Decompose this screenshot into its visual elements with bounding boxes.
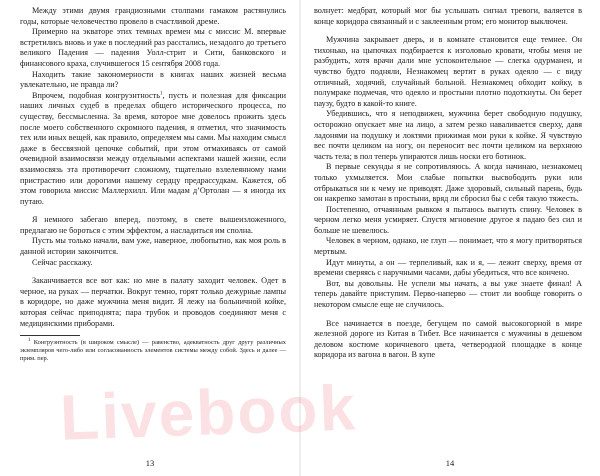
footnote-marker: 1 [160,91,163,97]
section-gap [20,268,286,276]
paragraph: Примерно на экваторе этих темных времен мы с миссис М. впервые встретились вновь и уже в последний раз расстались, незадолго до третьего великого Падения — падения Уолл-стрит и Сити, банковского и финансового краха, случившегося 15 сентября 2008 года. [20,27,286,68]
paragraph: Мужчина закрывает дверь, и в комнате становится еще темнее. Он тихонько, на цыпочках подбирается к изголовью кровати, чтобы меня не разбудить, хотя врачи дали мне успокоительное — слегка одурманен, и чувство будто подняли, Незнакомец вертит в руках одеяло — с виду отличный, ходячий, случайный больной. Незнакомец обходит койку, в полумраке подмечая, что одеяло и простыни плотно подоткнуты. Он берет паузу, будто в какой-то книге. [314,35,582,108]
paragraph: Человек в черном, однако, не глуп — понимает, что я могу притворяться мертвым. [314,236,582,257]
paragraph: волнует: медбрат, который мог бы услышать сигнал тревоги, валяется в конце коридора связанный и с заклеенным ртом; его монитор выключен. [314,6,582,26]
section-gap [20,207,286,215]
paragraph: Все начинается в поезде, бегущем по самой высокогорной в мире железной дороге из Китая в Тибет. Все начинается с мужчины в дешевом деловом костюме коричневого цвета, четверодной площадке в конце коридора из вагона в вагон. В купе [314,318,582,360]
paragraph-text: , пусть и полезная для фиксации наших личных судеб в пределах общего исторического процесса, по существу, бессмысленна. За время, которое мне довелось прожить здесь после моего собственного скромного падения, я отметил, что значимость тех или иных вещей, как правило, определяем мы сами. Мы находим смысл даже в бессвязной цепочке событий, при этом отмахиваясь от самой очевидной взаимосвязи между отдельными аспектами нашей жизни, если взаимосвязь эта противоречит сложному, тщательно взлелеянному нами пристрастию или дорогими нашему сердцу предрассудкам. Кажется, об этом говорила миссис Маллерхилл. Или мадам д’Ортолан — я иногда их путаю. [20,90,286,206]
paragraph: Постепенно, отчаянным рывком я пытаюсь выгнуть спину. Человек в черном легко меня усмиряет. Спустя мгновение другое я падаю без сил и больше не шевелюсь. [314,204,582,235]
paragraph: Убедившись, что я неподвижен, мужчина берет свободную подушку, осторожно опускает мне на лицо, а затем резко наваливается сверху, давя ладонями на подушку и локтями прижимая мои руки к койке. Я чувствую вес почти целиком на ногу, он переносит вес почти целиком на верхнюю часть тела; в пол теперь упираются лишь носки его ботинок. [314,109,582,161]
paragraph: Заканчивается все вот как: но мне в палату заходит человек. Одет в черное, на руках — перчатки. Вокруг темно, горят только дежурные лампы в коридоре, но даже мужчина меня видит. Я лежу на больничной койке, которая сейчас приподнята; пара трубок и проводов соединяют меня с медицинскими приборами. [20,276,286,328]
paragraph: В первые секунды я не сопротивляюсь. А когда начинаю, незнакомец только ухмыляется. Мои слабые попытки высвободить руки или отбрыкаться ни к чему не приводят. Даже здоровый, сильный парень, будь он накрепко замотан в простыни, вряд ли сбросил бы с себя такую тяжесть. [314,162,582,204]
watermark-logo: Livebook [58,371,359,454]
paragraph: Вот, вы довольны. Не успели мы начать, а вы уже знаете финал! А теперь давайте приступим. Перво-наперво — стоит ли вообще говорить о некотором смысле еще не случилось. [314,278,582,310]
paragraph: Пусть мы только начали, вам уже, наверное, любопытно, как моя роль в данной истории закончится. [20,236,286,257]
paragraph: Сейчас расскажу. [32,257,93,267]
paragraph: Я немного забегаю вперед, поэтому, в свете вышеизложенного, предлагаю не бороться с этим эффектом, а насладиться им сполна. [20,215,286,235]
page-number: 13 [145,458,155,468]
paragraph: Находить такие закономерности в книгах наших жизней весьма увлекательно, не правда ли? [20,69,286,90]
footnote-number: 1 [28,338,31,344]
section-gap [314,27,582,35]
footnote [20,339,286,363]
paragraph: Между этими двумя грандиозными столпами гамаком растянулись годы, которые человечество провело в счастливой дреме. [20,6,286,26]
section-gap [314,311,582,319]
paragraph-text: Впрочем, подобная конгруэнтность [32,90,160,100]
paragraph-with-footnote-mark [20,91,286,208]
paragraph: Идут минуты, а он — терпеливый, как и я, — лежит сверху, время от времени сверяясь с наручными часами, дабы убедиться, что все кончено. [314,257,582,278]
footnote-divider [20,335,80,336]
right-page [300,0,600,476]
page-number: 14 [445,458,455,468]
footnote-text: Конгруэнтность (в широком смысле) — равенство, адекватность друг другу различных экземпляров чего-либо или согласованность элементов системы между собой. Здесь и далее — прим. пер. [20,339,286,363]
